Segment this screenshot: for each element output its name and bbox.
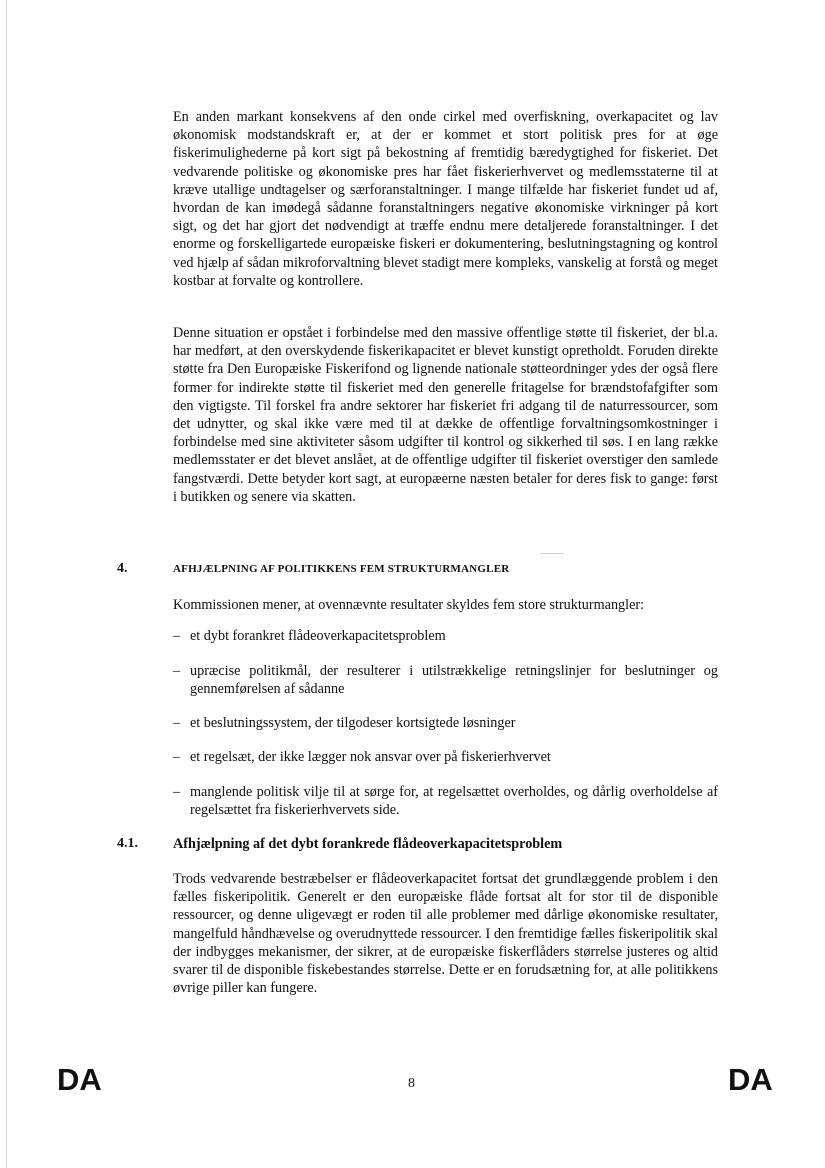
scan-artifact: [540, 553, 564, 554]
list-item-text: et regelsæt, der ikke lægger nok ansvar over på fiskerierhvervet: [190, 749, 551, 765]
list-item-text: et dybt forankret flådeoverkapacitetsproblem: [190, 628, 446, 644]
list-item: [173, 627, 718, 645]
paragraph-public-support: Denne situation er opstået i forbindelse med den massive offentlige støtte til fiskeriet, der bl.a. har medført, at den overskydende fiskerikapacitet er blevet kunstigt opretholdt. Foruden direkte støtte fra Den Europæiske Fiskerifond og lignende nationale støtteordninger ydes der også flere former for indirekte støtte til fiskeriet med den generelle fritagelse for brændstofafgifter som den vigtigste. Til forskel fra andre sektorer har fiskeriet fri adgang til de naturressourcer, som det udnytter, og skal ikke være med til at dække de offentlige forvaltningsomkostninger i forbindelse med sine aktiviteter såsom udgifter til kontrol og sikkerhed til søs. I en lang række medlemsstater er det blevet anslået, at de offentlige udgifter til fiskeriet overstiger den samlede fangstværdi. Dette betyder kort sagt, at europæerne næsten betaler for deres fisk to gange: først i butikken og senere via skatten.: [173, 325, 718, 505]
subsection-heading: Afhjælpning af det dybt forankrede flådeoverkapacitetsproblem: [173, 836, 563, 852]
dash-bullet-icon: –: [173, 628, 181, 644]
page-number: 8: [408, 1076, 415, 1091]
subsection-number: 4.1.: [117, 836, 138, 851]
list-item: [173, 783, 718, 819]
language-code-right: DA: [728, 1062, 773, 1097]
dash-bullet-icon: –: [173, 715, 181, 731]
section-intro: Kommissionen mener, at ovennævnte resultater skyldes fem store strukturmangler:: [173, 597, 645, 613]
paragraph-overfishing-consequence: En anden markant konsekvens af den onde cirkel med overfiskning, overkapacitet og lav økonomisk modstandskraft er, at der er kommet et stort politisk pres for at øge fiskerimulighederne på kort sigt på bekostning af fremtidig bæredygtighed for fiskeriet. Det vedvarende politiske og økonomiske pres har fået fiskerierhvervet og medlemsstaterne til at kræve utallige undtagelser og særforanstaltninger. I mange tilfælde har fiskeriet fundet ud af, hvordan de kan imødegå sådanne foranstaltningers negative økonomiske virkninger på kort sigt, og det har gjort det nødvendigt at træffe endnu mere detaljerede foranstaltninger. I det enorme og forskelligartede europæiske fiskeri er dokumentering, beslutningstagning og kontrol ved hjælp af sådan mikroforvaltning blevet stadigt mere kompleks, vanskelig at forstå og meget kostbar at forvalte og kontrollere.: [173, 109, 718, 289]
list-item-text: manglende politisk vilje til at sørge for, at regelsættet overholdes, og dårlig overholdelse af regelsættet fra fiskerierhvervets side.: [190, 784, 718, 819]
dash-bullet-icon: –: [173, 663, 181, 679]
section-number: 4.: [117, 561, 128, 576]
list-item-text: upræcise politikmål, der resulterer i utilstrækkelige retningslinjer for beslutninger og gennemførelsen af sådanne: [190, 663, 718, 698]
language-code-left: DA: [57, 1062, 102, 1097]
dash-bullet-icon: –: [173, 784, 181, 800]
section-heading: AFHJÆLPNING AF POLITIKKENS FEM STRUKTURMANGLER: [173, 563, 510, 575]
list-item-text: et beslutningssystem, der tilgodeser kortsigtede løsninger: [190, 715, 516, 731]
list-item: [173, 714, 718, 732]
list-item: [173, 748, 718, 766]
list-item: [173, 662, 718, 698]
paragraph-fleet-overcapacity: Trods vedvarende bestræbelser er flådeoverkapacitet fortsat det grundlæggende problem i den fælles fiskeripolitik. Generelt er den europæiske flåde fortsat alt for stor til de disponible ressourcer, og denne uligevægt er roden til alle problemer med dårlige økonomiske resultater, mangelfuld håndhævelse og overudnyttede ressourcer. I den fremtidige fælles fiskeripolitik skal der indbygges mekanismer, der sikrer, at de europæiske fiskerflåders størrelse justeres og altid svarer til de disponible fiskebestandes størrelse. Dette er en forudsætning for, at alle politikkens øvrige piller kan fungere.: [173, 871, 718, 997]
dash-bullet-icon: –: [173, 749, 181, 765]
